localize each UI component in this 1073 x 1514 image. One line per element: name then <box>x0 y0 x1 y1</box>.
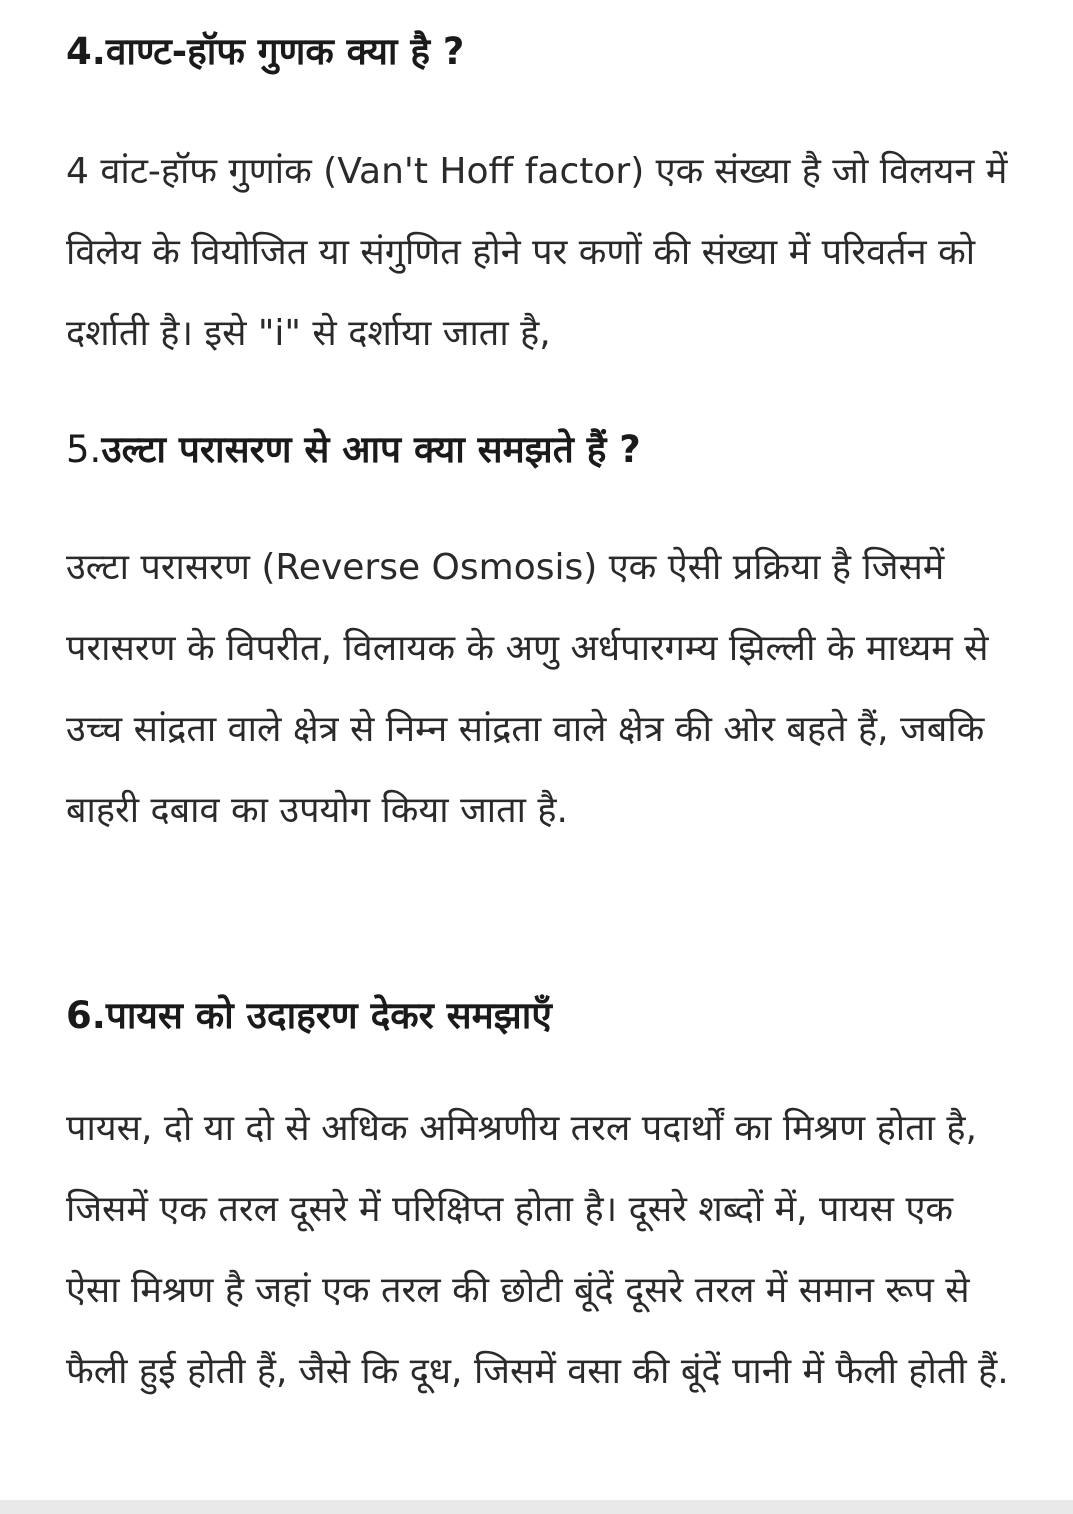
question-4-number: 4. <box>66 30 106 73</box>
question-5-heading <box>66 422 641 478</box>
question-5-title: उल्टा परासरण से आप क्या समझते हैं ? <box>101 428 641 471</box>
answer-5-text: उल्टा परासरण (Reverse Osmosis) एक ऐसी प्रक्रिया है जिसमें परासरण के विपरीत, विलायक के अणु अर्धपारगम्य झिल्ली के माध्यम से उच्च सांद्रता वाले क्षेत्र से निम्न सांद्रता वाले क्षेत्र की ओर बहते हैं, जबकि बाहरी दबाव का उपयोग किया जाता है. <box>66 547 989 831</box>
question-4-title: वाण्ट-हॉफ गुणक क्या है ? <box>105 30 465 73</box>
question-6-heading <box>66 988 552 1044</box>
question-6-number: 6. <box>66 994 106 1037</box>
answer-6-text: पायस, दो या दो से अधिक अमिश्रणीय तरल पदार्थों का मिश्रण होता है, जिसमें एक तरल दूसरे में परिक्षिप्त होता है। दूसरे शब्दों में, पायस एक ऐसा मिश्रण है जहां एक तरल की छोटी बूंदें दूसरे तरल में समान रूप से फैली हुई होती हैं, जैसे कि दूध, जिसमें वसा की बूंदें पानी में फैली होती हैं. <box>66 1108 1009 1392</box>
question-5-number: 5. <box>66 428 102 471</box>
bottom-scroll-edge <box>0 1500 1073 1514</box>
question-4-heading <box>66 24 464 80</box>
question-6-title: पायस को उदाहरण देकर समझाएँ <box>105 994 552 1037</box>
answer-4-text: 4 वांट-हॉफ गुणांक (Van't Hoff factor) एक संख्या है जो विलयन में विलेय के वियोजित या संगुणित होने पर कणों की संख्या में परिवर्तन को दर्शाती है। इसे "i" से दर्शाया जाता है, <box>66 151 1008 354</box>
